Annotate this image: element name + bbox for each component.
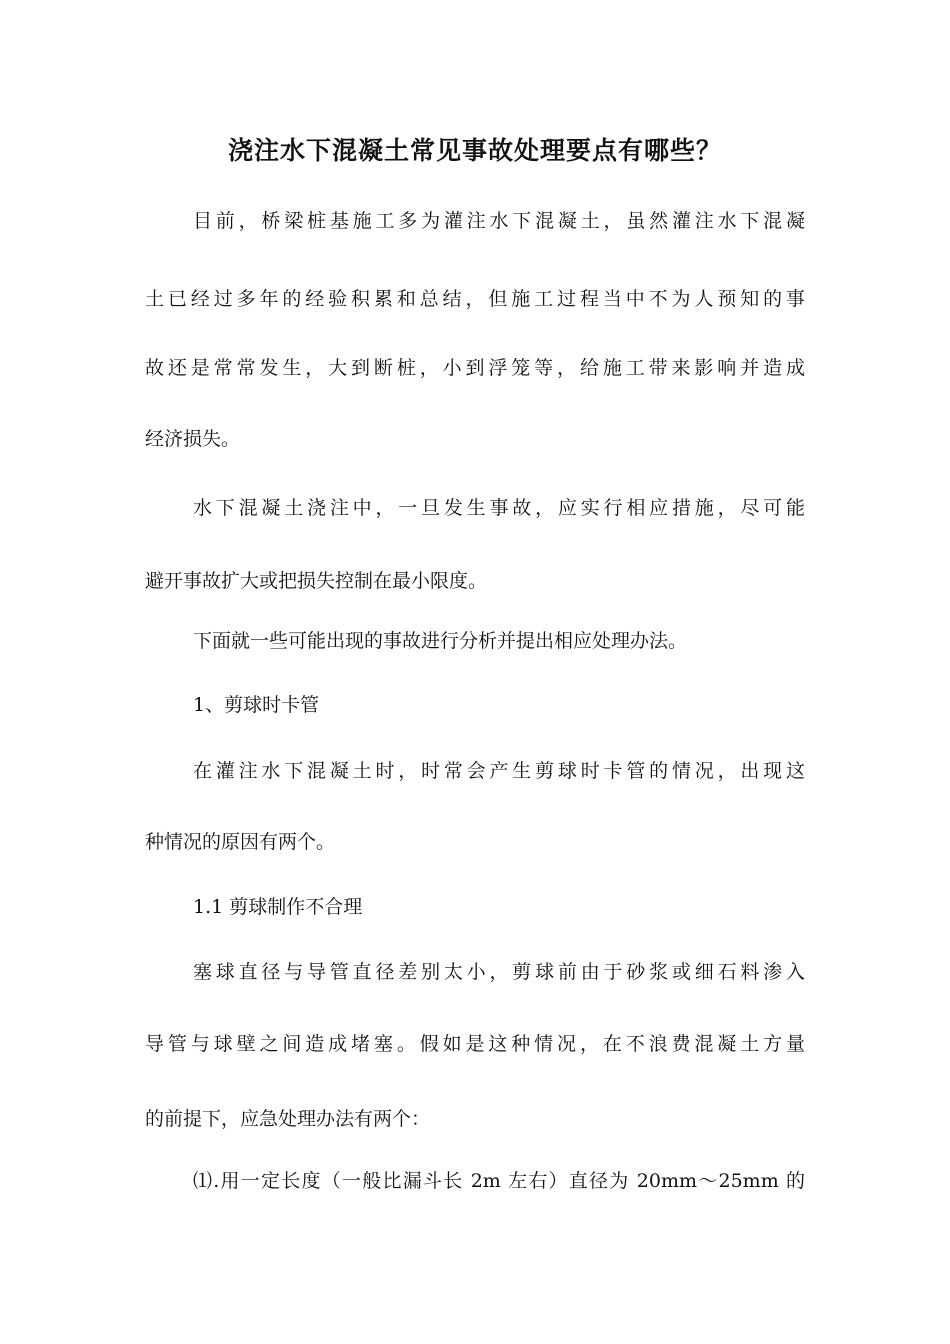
paragraph-line: 导管与球壁之间造成堵塞。假如是这种情况，在不浪费混凝土方量 — [145, 1033, 805, 1055]
paragraph-line: 在灌注水下混凝土时，时常会产生剪球时卡管的情况，出现这 — [193, 760, 805, 782]
subsection-heading: 1.1 剪球制作不合理 — [193, 896, 363, 918]
paragraph-line: 土已经过多年的经验积累和总结，但施工过程当中不为人预知的事 — [145, 288, 805, 310]
paragraph-line: 故还是常常发生，大到断桩，小到浮笼等，给施工带来影响并造成 — [145, 357, 805, 379]
paragraph-line: 种情况的原因有两个。 — [145, 831, 336, 853]
paragraph-line: 塞球直径与导管直径差别太小，剪球前由于砂浆或细石料渗入 — [193, 961, 805, 983]
paragraph-line: 下面就一些可能出现的事故进行分析并提出相应处理办法。 — [193, 630, 688, 652]
paragraph-line: 避开事故扩大或把损失控制在最小限度。 — [145, 570, 488, 592]
paragraph-line: 经济损失。 — [145, 428, 241, 450]
paragraph-line: 的前提下，应急处理办法有两个： — [145, 1108, 431, 1130]
section-heading: 1、剪球时卡管 — [193, 694, 320, 716]
paragraph-line: 水下混凝土浇注中，一旦发生事故，应实行相应措施，尽可能 — [193, 497, 805, 519]
paragraph-line: 目前，桥梁桩基施工多为灌注水下混凝土，虽然灌注水下混凝 — [193, 210, 805, 232]
list-item-line: ⑴.用一定长度（一般比漏斗长 2m 左右）直径为 20mm～25mm 的 — [193, 1170, 805, 1192]
document-title: 浇注水下混凝土常见事故处理要点有哪些？ — [227, 136, 722, 165]
